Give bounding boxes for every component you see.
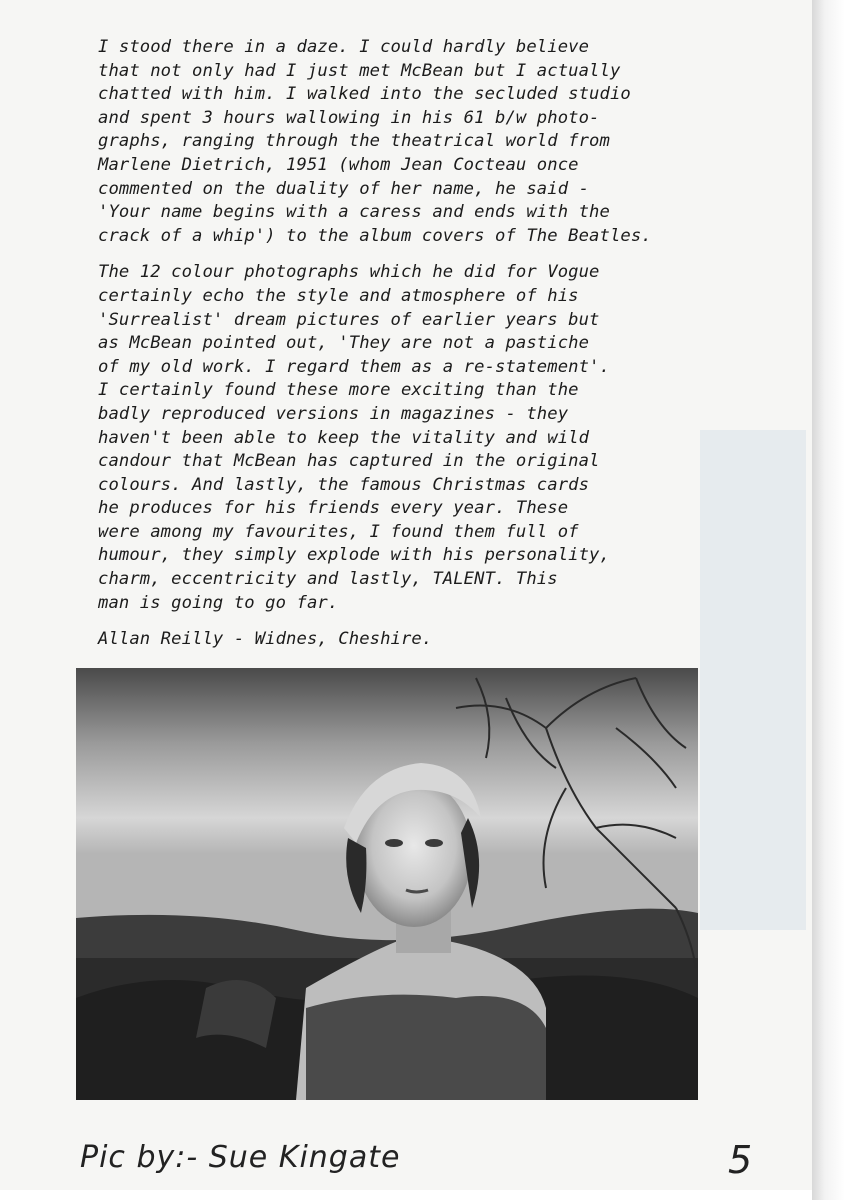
photo-illustration	[76, 668, 698, 1100]
page-edge	[812, 0, 845, 1200]
page-number: 5	[728, 1138, 753, 1182]
article-body	[98, 36, 718, 665]
signature: Allan Reilly - Widnes, Cheshire.	[98, 629, 433, 650]
paragraph-2: The 12 colour photographs which he did for Vogue certainly echo the style and atmosphere of his 'Surrealist' dream pictures of earlier years but as McBean pointed out, 'They are not a pastiche of my old work. I regard them as a re-statement'. I certainly found these more exciting than the badly reproduced versions in magazines - they haven't been able to keep the vitality and wild candour that McBean has captured in the original colours. And lastly, the famous Christmas cards he produces for his friends every year. These were among my favourites, I found them full of humour, they simply explode with his personality, charm, eccentricity and lastly, TALENT. This man is going to go far.	[98, 262, 610, 613]
portrait-photo	[76, 668, 698, 1100]
paragraph-1: I stood there in a daze. I could hardly believe that not only had I just met McBean but I actually chatted with him. I walked into the secluded studio and spent 3 hours wallowing in his 61 b/w photo- graphs, ranging through the theatrical world from Marlene Dietrich, 1951 (whom Jean Cocteau once commented on the duality of her name, he said - 'Your name begins with a caress and ends with the crack of a whip') to the album covers of The Beatles.	[98, 37, 652, 246]
photo-credit: Pic by:- Sue Kingate	[80, 1140, 401, 1175]
